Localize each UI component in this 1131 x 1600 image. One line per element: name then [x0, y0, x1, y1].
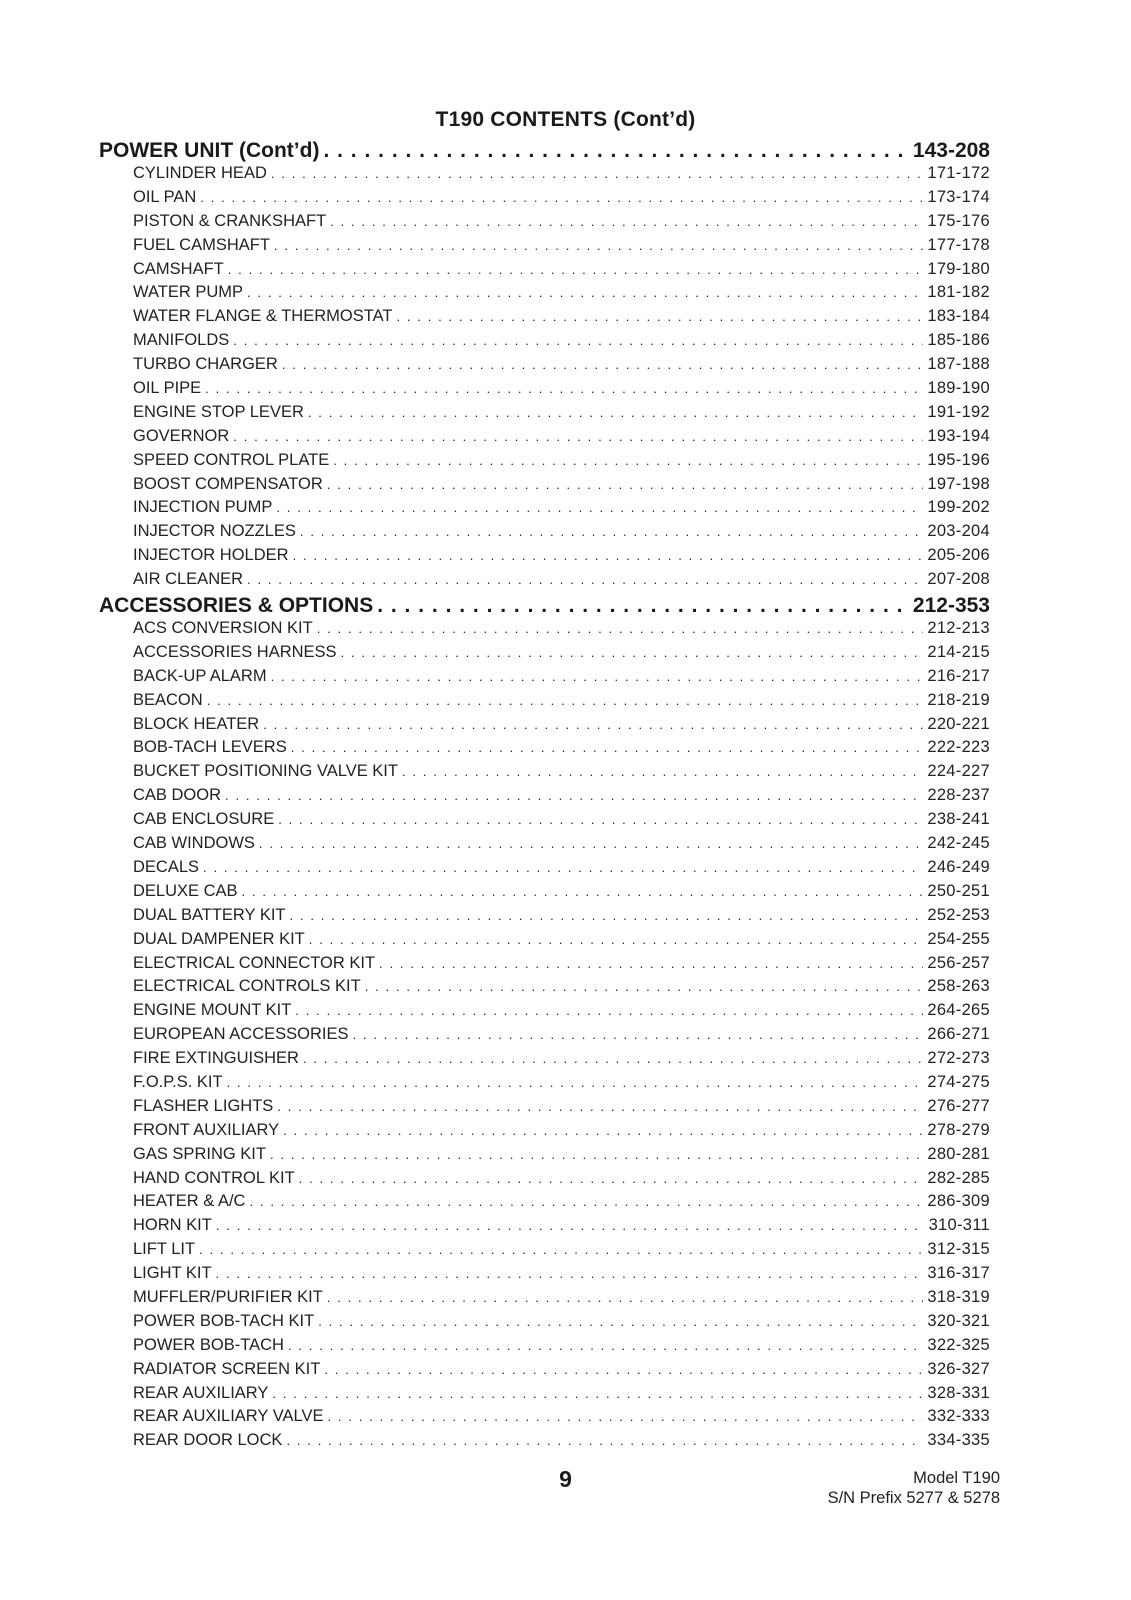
- entry-label: FUEL CAMSHAFT: [133, 235, 270, 254]
- entry-label: ACS CONVERSION KIT: [133, 619, 313, 638]
- toc-entry: [99, 882, 990, 906]
- dot-leader: [274, 238, 923, 253]
- page-title: T190 CONTENTS (Cont’d): [435, 108, 696, 131]
- section-label: ACCESSORIES & OPTIONS: [99, 594, 374, 618]
- toc-entry: [99, 954, 990, 978]
- toc-entry: [99, 738, 990, 762]
- entry-label: WATER PUMP: [133, 283, 243, 302]
- entry-pages: 179-180: [927, 259, 990, 278]
- toc-entry: [99, 858, 990, 882]
- entry-pages: 185-186: [927, 331, 990, 350]
- entry-label: BOOST COMPENSATOR: [133, 474, 323, 493]
- dot-leader: [205, 381, 923, 396]
- entry-label: TURBO CHARGER: [133, 355, 278, 374]
- dot-leader: [402, 764, 923, 779]
- dot-leader: [225, 788, 923, 803]
- dot-leader: [200, 190, 923, 205]
- toc-entry: [99, 307, 990, 331]
- entry-label: BLOCK HEATER: [133, 714, 260, 733]
- entry-pages: 256-257: [927, 953, 990, 972]
- dot-leader: [308, 405, 923, 420]
- entry-pages: 242-245: [927, 834, 990, 853]
- toc-entry: [99, 810, 990, 834]
- dot-leader: [303, 1051, 923, 1066]
- toc-entry: [99, 498, 990, 522]
- entry-label: BEACON: [133, 690, 203, 709]
- toc-entry: [99, 715, 990, 739]
- entry-label: RADIATOR SCREEN KIT: [133, 1359, 321, 1378]
- toc-entry: [99, 834, 990, 858]
- dot-leader: [228, 262, 924, 277]
- entry-label: CAMSHAFT: [133, 259, 224, 278]
- dot-leader: [276, 500, 923, 515]
- entry-pages: 326-327: [927, 1359, 990, 1378]
- entry-pages: 224-227: [927, 762, 990, 781]
- entry-label: AIR CLEANER: [133, 570, 244, 589]
- entry-pages: 177-178: [927, 235, 990, 254]
- toc-entry: [99, 1073, 990, 1097]
- entry-label: WATER FLANGE & THERMOSTAT: [133, 307, 393, 326]
- entry-label: LIFT LIT: [133, 1240, 196, 1259]
- model-name: Model T190: [913, 1469, 1000, 1487]
- toc-entry: [99, 379, 990, 403]
- entry-pages: 254-255: [927, 929, 990, 948]
- toc-entry: [99, 522, 990, 546]
- entry-pages: 189-190: [927, 379, 990, 398]
- entry-pages: 216-217: [927, 666, 990, 685]
- dot-leader: [379, 956, 923, 971]
- entry-label: POWER BOB-TACH: [133, 1335, 284, 1354]
- entry-label: INJECTION PUMP: [133, 498, 273, 517]
- toc-entry: [99, 236, 990, 260]
- entry-pages: 316-317: [927, 1264, 990, 1283]
- toc-entry: [99, 403, 990, 427]
- entry-pages: 264-265: [927, 1001, 990, 1020]
- toc-entry: [99, 355, 990, 379]
- dot-leader: [318, 1314, 923, 1329]
- dot-leader: [365, 979, 924, 994]
- entry-pages: 238-241: [927, 810, 990, 829]
- entry-label: ENGINE STOP LEVER: [133, 402, 304, 421]
- entry-label: HAND CONTROL KIT: [133, 1168, 295, 1187]
- toc-entry: [99, 1001, 990, 1025]
- dot-leader: [290, 908, 924, 923]
- entry-label: OIL PIPE: [133, 379, 202, 398]
- entry-pages: 193-194: [927, 426, 990, 445]
- entry-pages: 274-275: [927, 1072, 990, 1091]
- dot-leader: [272, 1386, 923, 1401]
- serial-prefix: S/N Prefix 5277 & 5278: [827, 1489, 1000, 1507]
- entry-label: SPEED CONTROL PLATE: [133, 450, 330, 469]
- toc-entry: [99, 1384, 990, 1408]
- entry-pages: 278-279: [927, 1120, 990, 1139]
- entry-pages: 282-285: [927, 1168, 990, 1187]
- entry-label: FLASHER LIGHTS: [133, 1096, 274, 1115]
- toc-entry: [99, 643, 990, 667]
- dot-leader: [259, 836, 923, 851]
- toc-entry: [99, 977, 990, 1001]
- dot-leader: [327, 1409, 923, 1424]
- entry-pages: 181-182: [927, 283, 990, 302]
- toc-entry: [99, 1025, 990, 1049]
- entry-label: GAS SPRING KIT: [133, 1144, 266, 1163]
- entry-pages: 203-204: [927, 522, 990, 541]
- entry-label: CAB DOOR: [133, 786, 222, 805]
- dot-leader: [327, 477, 924, 492]
- entry-label: BUCKET POSITIONING VALVE KIT: [133, 762, 398, 781]
- dot-leader: [270, 1147, 923, 1162]
- entry-label: F.O.P.S. KIT: [133, 1072, 223, 1091]
- dot-leader: [291, 740, 924, 755]
- dot-leader: [247, 572, 923, 587]
- entry-label: HORN KIT: [133, 1216, 212, 1235]
- dot-leader: [341, 645, 924, 660]
- entry-label: LIGHT KIT: [133, 1264, 212, 1283]
- dot-leader: [299, 1171, 924, 1186]
- entry-pages: 199-202: [927, 498, 990, 517]
- dot-leader: [203, 860, 923, 875]
- toc-entry: [99, 1097, 990, 1121]
- entry-label: CAB WINDOWS: [133, 834, 255, 853]
- entry-pages: 222-223: [927, 738, 990, 757]
- entry-label: DELUXE CAB: [133, 881, 238, 900]
- section-pages: 212-353: [912, 594, 990, 618]
- dot-leader: [199, 1242, 923, 1257]
- toc-entry: [99, 475, 990, 499]
- toc-entry: [99, 1360, 990, 1384]
- entry-label: REAR DOOR LOCK: [133, 1431, 283, 1450]
- entry-label: EUROPEAN ACCESSORIES: [133, 1025, 349, 1044]
- toc-entry: [99, 619, 990, 643]
- toc-entry: [99, 1264, 990, 1288]
- entry-pages: 310-311: [928, 1216, 990, 1235]
- entry-pages: 218-219: [927, 690, 990, 709]
- entry-pages: 191-192: [927, 402, 990, 421]
- entry-pages: 195-196: [927, 450, 990, 469]
- toc-entry: [99, 667, 990, 691]
- toc-entry: [99, 1336, 990, 1360]
- dot-leader: [377, 594, 909, 618]
- entry-label: HEATER & A/C: [133, 1192, 246, 1211]
- toc-entry: [99, 188, 990, 212]
- entry-pages: 318-319: [927, 1287, 990, 1306]
- section-label: POWER UNIT (Cont’d): [99, 139, 320, 162]
- entry-pages: 286-309: [927, 1192, 990, 1211]
- dot-leader: [330, 214, 923, 229]
- entry-label: FIRE EXTINGUISHER: [133, 1049, 299, 1068]
- toc-entry: [99, 546, 990, 570]
- dot-leader: [233, 333, 923, 348]
- entry-pages: 272-273: [927, 1049, 990, 1068]
- entry-label: REAR AUXILIARY: [133, 1383, 269, 1402]
- entry-pages: 334-335: [927, 1431, 990, 1450]
- toc-entry: [99, 1121, 990, 1145]
- entry-label: INJECTOR HOLDER: [133, 546, 289, 565]
- dot-leader: [333, 453, 923, 468]
- toc-entry: [99, 1216, 990, 1240]
- toc-section: [99, 594, 990, 619]
- dot-leader: [396, 309, 923, 324]
- entry-pages: 246-249: [927, 857, 990, 876]
- entry-pages: 266-271: [927, 1025, 990, 1044]
- dot-leader: [227, 1075, 924, 1090]
- entry-pages: 280-281: [927, 1144, 990, 1163]
- dot-leader: [327, 1290, 924, 1305]
- dot-leader: [288, 1338, 923, 1353]
- dot-leader: [233, 429, 923, 444]
- dot-leader: [295, 1003, 923, 1018]
- dot-leader: [249, 1194, 923, 1209]
- entry-pages: 205-206: [927, 546, 990, 565]
- dot-leader: [207, 693, 924, 708]
- dot-leader: [247, 285, 923, 300]
- dot-leader: [352, 1027, 923, 1042]
- entry-pages: 207-208: [927, 570, 990, 589]
- entry-label: ELECTRICAL CONNECTOR KIT: [133, 953, 376, 972]
- entry-label: BOB-TACH LEVERS: [133, 738, 287, 757]
- toc-entry: [99, 1407, 990, 1431]
- dot-leader: [324, 1362, 923, 1377]
- dot-leader: [216, 1218, 925, 1233]
- entry-label: CAB ENCLOSURE: [133, 810, 275, 829]
- entry-pages: 220-221: [927, 714, 990, 733]
- entry-label: DECALS: [133, 857, 200, 876]
- entry-label: ELECTRICAL CONTROLS KIT: [133, 977, 361, 996]
- entry-pages: 328-331: [927, 1383, 990, 1402]
- toc-entry: [99, 1431, 990, 1455]
- toc-entry: [99, 283, 990, 307]
- dot-leader: [317, 621, 924, 636]
- page-number: 9: [559, 1466, 572, 1492]
- dot-leader: [277, 1099, 923, 1114]
- entry-pages: 214-215: [927, 642, 990, 661]
- toc-entry: [99, 451, 990, 475]
- toc-entry: [99, 1145, 990, 1169]
- table-of-contents: [99, 139, 990, 1455]
- toc-entry: [99, 570, 990, 594]
- entry-pages: 258-263: [927, 977, 990, 996]
- toc-entry: [99, 786, 990, 810]
- toc-entry: [99, 260, 990, 284]
- toc-entry: [99, 331, 990, 355]
- entry-label: DUAL DAMPENER KIT: [133, 929, 305, 948]
- toc-entry: [99, 762, 990, 786]
- entry-label: CYLINDER HEAD: [133, 164, 267, 182]
- toc-entry: [99, 212, 990, 236]
- dot-leader: [286, 1433, 923, 1448]
- section-pages: 143-208: [912, 139, 990, 162]
- toc-entry: [99, 1169, 990, 1193]
- entry-label: GOVERNOR: [133, 426, 230, 445]
- entry-pages: 322-325: [927, 1335, 990, 1354]
- dot-leader: [263, 717, 923, 732]
- entry-pages: 320-321: [927, 1311, 990, 1330]
- entry-pages: 171-172: [927, 164, 990, 182]
- toc-entry: [99, 1240, 990, 1264]
- model-info: [828, 1468, 1000, 1508]
- dot-leader: [283, 1123, 923, 1138]
- dot-leader: [271, 669, 924, 684]
- entry-pages: 332-333: [927, 1407, 990, 1426]
- toc-entry: [99, 1192, 990, 1216]
- dot-leader: [271, 166, 923, 181]
- entry-pages: 212-213: [927, 619, 990, 638]
- entry-label: PISTON & CRANKSHAFT: [133, 211, 327, 230]
- toc-entry: [99, 427, 990, 451]
- entry-label: OIL PAN: [133, 187, 197, 206]
- entry-label: ACCESSORIES HARNESS: [133, 642, 337, 661]
- toc-entry: [99, 1288, 990, 1312]
- entry-pages: 175-176: [927, 211, 990, 230]
- entry-label: BACK-UP ALARM: [133, 666, 267, 685]
- toc-section: [99, 139, 990, 164]
- toc-entry: [99, 1049, 990, 1073]
- entry-pages: 250-251: [927, 881, 990, 900]
- entry-label: ENGINE MOUNT KIT: [133, 1001, 292, 1020]
- dot-leader: [282, 357, 924, 372]
- dot-leader: [309, 932, 924, 947]
- entry-label: MUFFLER/PURIFIER KIT: [133, 1287, 323, 1306]
- dot-leader: [323, 139, 908, 163]
- entry-pages: 197-198: [927, 474, 990, 493]
- entry-pages: 187-188: [927, 355, 990, 374]
- toc-entry: [99, 691, 990, 715]
- dot-leader: [216, 1266, 924, 1281]
- dot-leader: [242, 884, 924, 899]
- entry-pages: 228-237: [927, 786, 990, 805]
- entry-label: MANIFOLDS: [133, 331, 230, 350]
- entry-label: DUAL BATTERY KIT: [133, 905, 286, 924]
- dot-leader: [278, 812, 923, 827]
- entry-pages: 252-253: [927, 905, 990, 924]
- entry-label: POWER BOB-TACH KIT: [133, 1311, 315, 1330]
- entry-pages: 312-315: [927, 1240, 990, 1259]
- entry-label: REAR AUXILIARY VALVE: [133, 1407, 324, 1426]
- dot-leader: [293, 548, 924, 563]
- entry-pages: 183-184: [927, 307, 990, 326]
- entry-label: FRONT AUXILIARY: [133, 1120, 280, 1139]
- dot-leader: [300, 524, 923, 539]
- toc-entry: [99, 1312, 990, 1336]
- toc-entry: [99, 906, 990, 930]
- entry-label: INJECTOR NOZZLES: [133, 522, 296, 541]
- toc-entry: [99, 930, 990, 954]
- entry-pages: 276-277: [927, 1096, 990, 1115]
- toc-entry: [99, 164, 990, 188]
- entry-pages: 173-174: [927, 187, 990, 206]
